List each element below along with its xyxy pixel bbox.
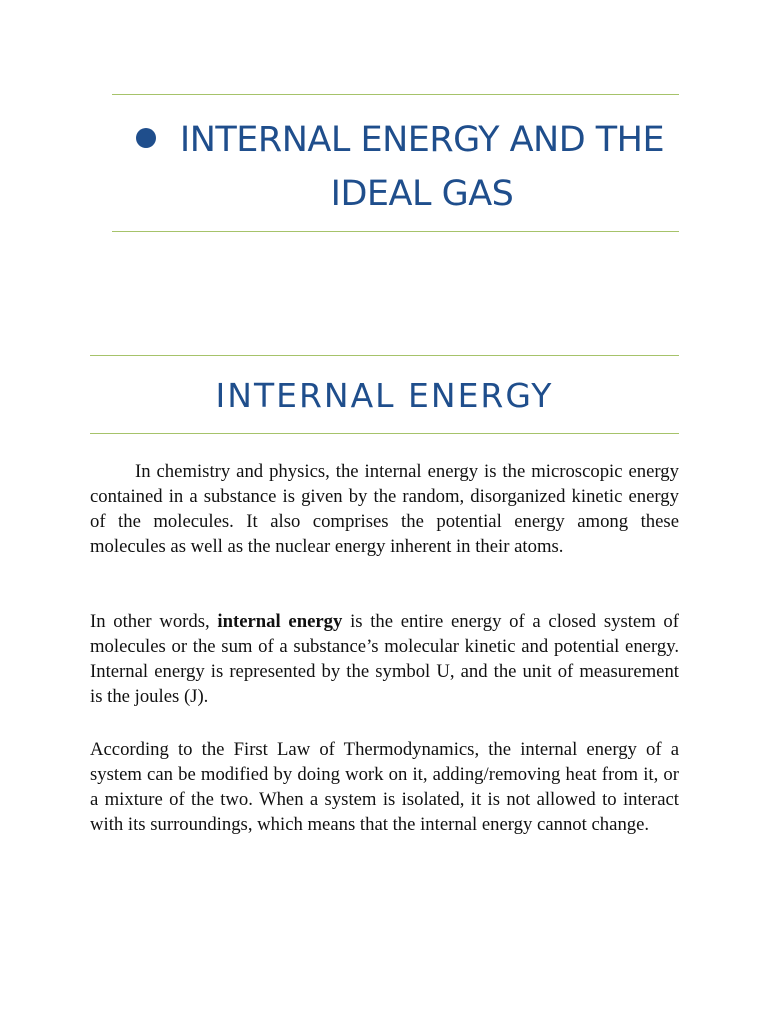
title-bottom-rule	[112, 231, 679, 232]
paragraph-2-lead: In other words,	[90, 611, 218, 632]
term-internal-energy: internal energy	[217, 611, 343, 632]
section-heading: INTERNAL ENERGY	[215, 376, 554, 415]
paragraph-1: In chemistry and physics, the internal energy is the microscopic energy contained in a substance is given by the random, disorganized kinetic energy of the molecules. It also comprises the potential energy among these molecules as well as the nuclear energy inherent in their atoms.	[90, 461, 679, 557]
section-top-rule	[90, 355, 679, 356]
paragraph-3: According to the First Law of Thermodynamics, the internal energy of a system can be modified by doing work on it, adding/removing heat from it, or a mixture of the two. When a system is isolated, it is not allowed to interact with its surroundings, which means that the internal energy cannot change.	[90, 739, 679, 835]
paragraph-2-rest: is the entire energy of a closed system of molecules or the sum of a substance’s molecular kinetic and potential energy. Internal energy is represented by the symbol U, and the unit of measurement is the joules (J).	[90, 611, 679, 707]
title-block	[112, 94, 679, 231]
section-bottom-rule	[90, 433, 679, 434]
page-title: INTERNAL ENERGY AND THE IDEAL GAS	[179, 120, 665, 214]
bullet-icon	[136, 128, 156, 148]
paragraph-2	[90, 609, 679, 709]
